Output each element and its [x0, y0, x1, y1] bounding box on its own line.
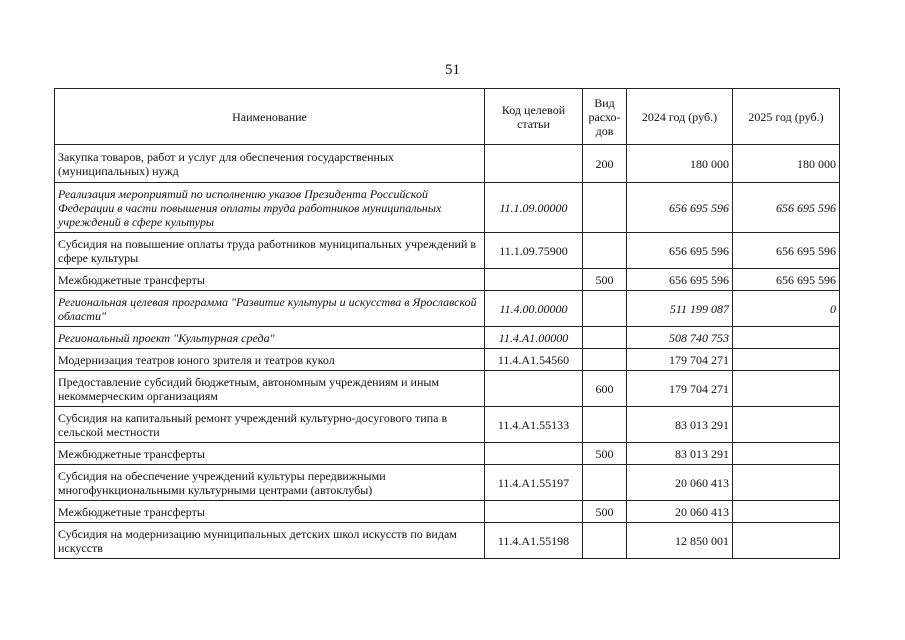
- table-row: [55, 407, 840, 443]
- row-amount-2025: [733, 371, 840, 407]
- table-row: [55, 371, 840, 407]
- row-amount-2025: [733, 465, 840, 501]
- row-amount-2024: 656 695 596: [627, 183, 733, 233]
- row-expense-type: [583, 349, 627, 371]
- table-row: [55, 233, 840, 269]
- row-code: 11.1.09.00000: [485, 183, 583, 233]
- header-2025: 2025 год (руб.): [733, 89, 840, 145]
- table-row: [55, 145, 840, 183]
- row-name: Региональный проект "Культурная среда": [55, 327, 485, 349]
- row-amount-2024: 656 695 596: [627, 233, 733, 269]
- row-code: 11.4.А1.55133: [485, 407, 583, 443]
- row-amount-2025: 0: [733, 291, 840, 327]
- row-amount-2025: [733, 501, 840, 523]
- row-amount-2025: 180 000: [733, 145, 840, 183]
- row-code: 11.4.А1.55197: [485, 465, 583, 501]
- page-number: 51: [445, 62, 460, 78]
- row-amount-2024: 83 013 291: [627, 407, 733, 443]
- row-code: [485, 371, 583, 407]
- row-expense-type: [583, 523, 627, 559]
- row-expense-type: 200: [583, 145, 627, 183]
- row-amount-2025: [733, 349, 840, 371]
- row-expense-type: [583, 291, 627, 327]
- row-amount-2024: 508 740 753: [627, 327, 733, 349]
- header-type: Вид расхо-дов: [583, 89, 627, 145]
- header-2024: 2024 год (руб.): [627, 89, 733, 145]
- table-row: [55, 465, 840, 501]
- row-amount-2024: 179 704 271: [627, 371, 733, 407]
- row-amount-2025: 656 695 596: [733, 233, 840, 269]
- row-code: [485, 269, 583, 291]
- row-amount-2024: 511 199 087: [627, 291, 733, 327]
- row-code: [485, 145, 583, 183]
- header-name: Наименование: [55, 89, 485, 145]
- table-row: [55, 349, 840, 371]
- row-name: Межбюджетные трансферты: [55, 443, 485, 465]
- row-expense-type: 500: [583, 269, 627, 291]
- row-name: Региональная целевая программа "Развитие культуры и искусства в Ярославской области": [55, 291, 485, 327]
- row-name: Субсидия на капитальный ремонт учреждений культурно-досугового типа в сельской местности: [55, 407, 485, 443]
- row-expense-type: 600: [583, 371, 627, 407]
- row-code: [485, 443, 583, 465]
- row-code: 11.4.А1.00000: [485, 327, 583, 349]
- row-amount-2024: 83 013 291: [627, 443, 733, 465]
- row-expense-type: [583, 465, 627, 501]
- table-row: [55, 523, 840, 559]
- table-row: [55, 291, 840, 327]
- row-amount-2025: [733, 523, 840, 559]
- row-amount-2024: 20 060 413: [627, 465, 733, 501]
- budget-table: [54, 88, 840, 559]
- row-expense-type: 500: [583, 443, 627, 465]
- row-name: Закупка товаров, работ и услуг для обеспечения государственных (муниципальных) нужд: [55, 145, 485, 183]
- row-amount-2024: 20 060 413: [627, 501, 733, 523]
- row-amount-2024: 180 000: [627, 145, 733, 183]
- row-name: Субсидия на повышение оплаты труда работников муниципальных учреждений в сфере культуры: [55, 233, 485, 269]
- table-row: [55, 443, 840, 465]
- row-amount-2025: 656 695 596: [733, 183, 840, 233]
- table-row: [55, 501, 840, 523]
- row-amount-2024: 12 850 001: [627, 523, 733, 559]
- row-expense-type: [583, 183, 627, 233]
- row-expense-type: 500: [583, 501, 627, 523]
- row-code: 11.4.00.00000: [485, 291, 583, 327]
- header-code: Код целевой статьи: [485, 89, 583, 145]
- row-amount-2024: 179 704 271: [627, 349, 733, 371]
- row-expense-type: [583, 327, 627, 349]
- table-row: [55, 327, 840, 349]
- row-amount-2024: 656 695 596: [627, 269, 733, 291]
- row-name: Межбюджетные трансферты: [55, 269, 485, 291]
- table-body: [55, 145, 840, 559]
- table-row: [55, 269, 840, 291]
- row-name: Реализация мероприятий по исполнению указов Президента Российской Федерации в части повышения оплаты труда работников муниципальных учреждений в сфере культуры: [55, 183, 485, 233]
- row-code: 11.4.А1.55198: [485, 523, 583, 559]
- row-code: 11.1.09.75900: [485, 233, 583, 269]
- table-header-row: [55, 89, 840, 145]
- row-name: Предоставление субсидий бюджетным, автономным учреждениям и иным некоммерческим организациям: [55, 371, 485, 407]
- row-code: [485, 501, 583, 523]
- row-name: Субсидия на обеспечение учреждений культуры передвижными многофункциональными культурными центрами (автоклубы): [55, 465, 485, 501]
- row-amount-2025: [733, 443, 840, 465]
- row-amount-2025: 656 695 596: [733, 269, 840, 291]
- row-name: Модернизация театров юного зрителя и театров кукол: [55, 349, 485, 371]
- row-name: Межбюджетные трансферты: [55, 501, 485, 523]
- row-name: Субсидия на модернизацию муниципальных детских школ искусств по видам искусств: [55, 523, 485, 559]
- row-amount-2025: [733, 407, 840, 443]
- row-amount-2025: [733, 327, 840, 349]
- row-expense-type: [583, 407, 627, 443]
- table-row: [55, 183, 840, 233]
- row-code: 11.4.А1.54560: [485, 349, 583, 371]
- row-expense-type: [583, 233, 627, 269]
